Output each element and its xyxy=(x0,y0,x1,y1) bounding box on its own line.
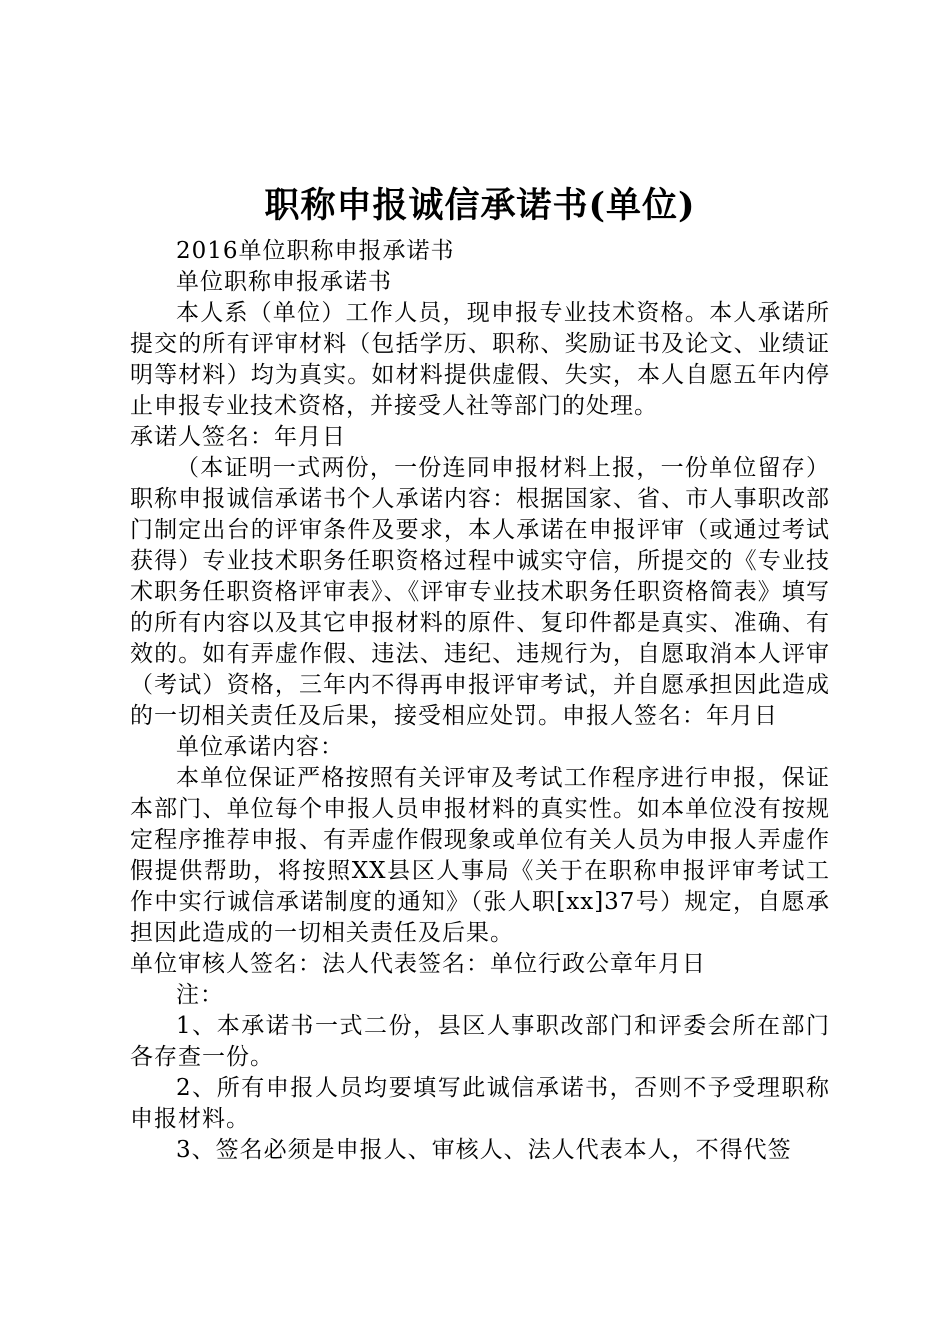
document-title: 职称申报诚信承诺书(单位) xyxy=(264,185,696,226)
paragraph-heading-2016: 2016单位职称申报承诺书 xyxy=(176,238,455,264)
paragraph-note-3: 3、签名必须是申报人、审核人、法人代表本人，不得代签 xyxy=(176,1137,792,1163)
paragraph-unit-signatures: 单位审核人签名：法人代表签名：单位行政公章年月日 xyxy=(130,951,706,977)
paragraph-unit-commitment-heading: 单位承诺内容： xyxy=(176,734,344,760)
paragraph-note-2: 2、所有申报人员均要填写此诚信承诺书，否则不予受理职称申报材料。 xyxy=(130,1075,830,1132)
paragraph-personal-commitment: （本证明一式两份，一份连同申报材料上报，一份单位留存）职称申报诚信承诺书个人承诺内容：根据国家、省、市人事职改部门制定出台的评审条件及要求，本人承诺在申报评审（或通过考试获得）专业技术职务任职资格过程中诚实守信，所提交的《专业技术职务任职资格评审表》、《评审专业技术职务任职资格简表》填写的所有内容以及其它申报材料的原件、复印件都是真实、准确、有效的。如有弄虚作假、违法、违纪、违规行为，自愿取消本人评审（考试）资格，三年内不得再申报评审考试，并自愿承担因此造成的一切相关责任及后果，接受相应处罚。申报人签名：年月日 xyxy=(130,455,830,729)
document-page xyxy=(130,178,830,1166)
paragraph-notes-heading: 注： xyxy=(176,982,224,1008)
paragraph-heading: 单位职称申报承诺书 xyxy=(176,269,392,295)
paragraph-unit-commitment: 本单位保证严格按照有关评审及考试工作程序进行申报，保证本部门、单位每个申报人员申报材料的真实性。如本单位没有按规定程序推荐申报、有弄虚作假现象或单位有关人员为申报人弄虚作假提供帮助，将按照XX县区人事局《关于在职称申报评审考试工作中实行诚信承诺制度的通知》（张人职[xx]37号）规定，自愿承担因此造成的一切相关责任及后果。 xyxy=(130,765,830,946)
paragraph-signature-line: 承诺人签名：年月日 xyxy=(130,424,346,450)
paragraph-personal-statement: 本人系（单位）工作人员，现申报专业技术资格。本人承诺所提交的所有评审材料（包括学历、职称、奖励证书及论文、业绩证明等材料）均为真实。如材料提供虚假、失实，本人自愿五年内停止申报专业技术资格，并接受人社等部门的处理。 xyxy=(130,300,830,419)
paragraph-note-1: 1、本承诺书一式二份，县区人事职改部门和评委会所在部门各存查一份。 xyxy=(130,1013,830,1070)
